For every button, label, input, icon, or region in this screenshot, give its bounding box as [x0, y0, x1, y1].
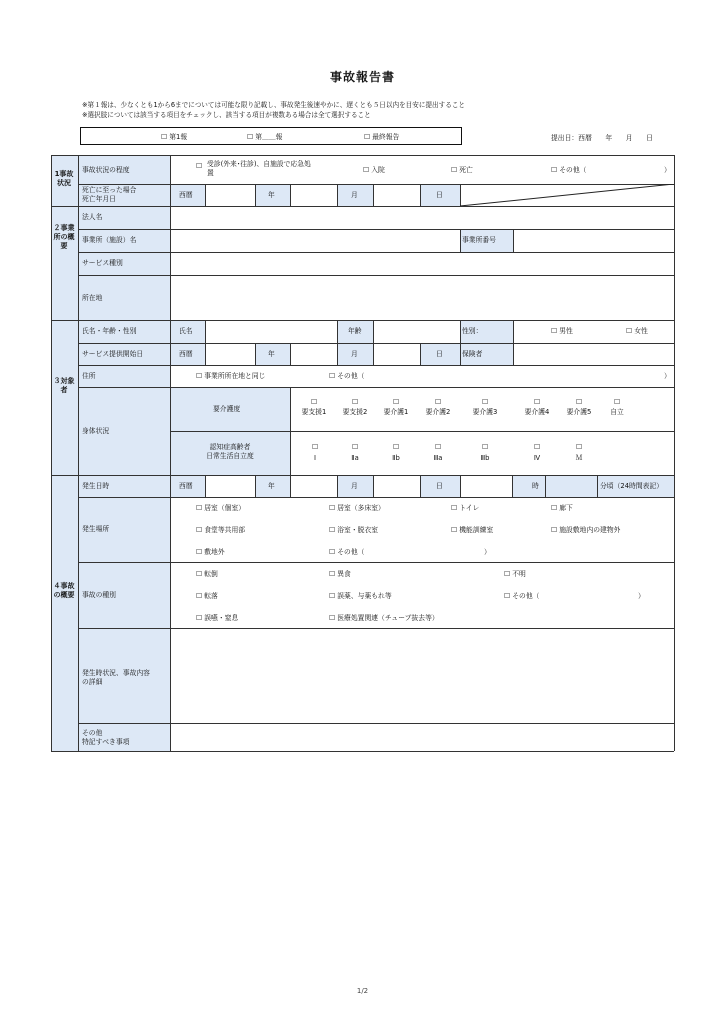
dementia-checkbox-1[interactable]: ☐ [311, 443, 319, 451]
report-first-checkbox[interactable]: ☐ 第1報 [161, 133, 188, 141]
dementia-checkbox-7[interactable]: ☐ [575, 443, 583, 451]
type-aspiration[interactable]: ☐ 誤嚥・窒息 [196, 614, 239, 622]
start-era-label: 西暦 [179, 350, 193, 358]
occurrence-minute-label: 分頃（24時間表記） [600, 482, 664, 490]
residence-other-checkbox[interactable]: ☐ その他（ [329, 372, 365, 380]
service-type-label: サービス種別 [82, 259, 123, 267]
physical-condition-label: 身体状況 [82, 427, 110, 435]
document-title: 事故報告書 [329, 70, 395, 84]
not-applicable-diagonal [460, 184, 674, 206]
residence-same-checkbox[interactable]: ☐ 事業所所在地と同じ [196, 372, 266, 380]
other-notes-label-1: その他 [82, 729, 103, 737]
death-date-label-1: 死亡に至った場合 [82, 186, 137, 194]
location-bathroom[interactable]: ☐ 浴室・脱衣室 [329, 526, 379, 534]
dementia-option-4: Ⅲa [433, 454, 443, 462]
type-other-close: ） [638, 592, 645, 600]
care-option-1: 要支援1 [301, 408, 327, 416]
sex-female-checkbox[interactable]: ☐ 女性 [626, 327, 648, 335]
person-name-label: 氏名 [179, 327, 193, 335]
type-ingestion[interactable]: ☐ 異食 [329, 570, 351, 578]
age-label: 年齢 [348, 327, 362, 335]
severity-hospital-text-2: 置 [207, 169, 214, 177]
type-other[interactable]: ☐ その他（ [504, 592, 540, 600]
dementia-option-3: Ⅱb [392, 454, 400, 462]
occurrence-hour-label: 時 [532, 482, 539, 490]
name-age-sex-label: 氏名・年齢・性別 [82, 327, 137, 335]
details-label-1: 発生時状況、事故内容 [82, 669, 150, 677]
type-fall-from-height[interactable]: ☐ 転落 [196, 592, 218, 600]
dementia-checkbox-3[interactable]: ☐ [392, 443, 400, 451]
type-medical-procedure[interactable]: ☐ 医療処置関連（チューブ抜去等） [329, 614, 439, 622]
type-medication-error[interactable]: ☐ 誤薬、与薬もれ等 [329, 592, 392, 600]
severity-death-checkbox[interactable]: ☐ 死亡 [451, 166, 473, 174]
accident-type-label: 事故の種別 [82, 591, 116, 599]
start-day-label: 日 [436, 350, 443, 358]
dementia-checkbox-5[interactable]: ☐ [481, 443, 489, 451]
person-name-field[interactable] [206, 321, 337, 343]
section3-label: ３対象者 [53, 377, 75, 394]
severity-admission-checkbox[interactable]: ☐ 入院 [363, 166, 385, 174]
location-shared-room[interactable]: ☐ 居室（多床室） [329, 504, 385, 512]
care-option-2: 要支援2 [342, 408, 368, 416]
location-other[interactable]: ☐ その他（ [329, 548, 365, 556]
care-checkbox-8[interactable]: ☐ [613, 398, 621, 406]
start-month-label: 月 [351, 350, 358, 358]
service-type-field[interactable] [171, 253, 674, 275]
submission-date[interactable]: 提出日：西暦 年 月 日 [551, 134, 653, 142]
location-outside-building[interactable]: ☐ 施設敷地内の建物外 [551, 526, 621, 534]
care-checkbox-7[interactable]: ☐ [575, 398, 583, 406]
dementia-checkbox-4[interactable]: ☐ [434, 443, 442, 451]
corp-name-label: 法人名 [82, 213, 103, 221]
type-fall[interactable]: ☐ 転倒 [196, 570, 218, 578]
care-level-label: 要介護度 [213, 405, 241, 413]
death-date-label-2: 死亡年月日 [82, 195, 116, 203]
office-name-field[interactable] [171, 230, 460, 252]
death-month-label: 月 [351, 191, 358, 199]
residence-other-close: ） [664, 372, 671, 380]
service-start-label: サービス提供開始日 [82, 350, 144, 358]
page-number: 1/2 [356, 987, 369, 995]
dementia-option-2: Ⅱa [351, 454, 359, 462]
other-notes-label-2: 特記すべき事項 [82, 738, 130, 746]
occurrence-day-label: 日 [436, 482, 443, 490]
care-option-8: 自立 [610, 408, 624, 416]
dementia-option-7: Ｍ [575, 454, 583, 462]
dementia-option-6: Ⅳ [533, 454, 541, 462]
care-checkbox-4[interactable]: ☐ [434, 398, 442, 406]
location-label: 発生場所 [82, 525, 110, 533]
office-name-label: 事業所（施設）名 [82, 236, 137, 244]
corp-name-field[interactable] [171, 207, 674, 229]
note-first-report: ※第１報は、少なくとも1から6までについては可能な限り記載し、事故発生後速やかに、遅くとも５日以内を目安に提出すること [82, 101, 466, 109]
dementia-label-1: 認知症高齢者 [209, 443, 251, 451]
care-checkbox-5[interactable]: ☐ [481, 398, 489, 406]
other-notes-field[interactable] [171, 724, 674, 751]
occurrence-datetime-label: 発生日時 [82, 482, 110, 490]
care-option-6: 要介護4 [524, 408, 550, 416]
care-option-5: 要介護3 [472, 408, 498, 416]
office-number-field[interactable] [514, 230, 674, 252]
age-field[interactable] [374, 321, 460, 343]
location-private-room[interactable]: ☐ 居室（個室） [196, 504, 246, 512]
severity-label: 事故状況の程度 [82, 166, 130, 174]
occurrence-year-label: 年 [268, 482, 275, 490]
care-checkbox-2[interactable]: ☐ [351, 398, 359, 406]
section2-label: ２事業所の概要 [53, 224, 75, 250]
report-final-checkbox[interactable]: ☐ 最終報告 [364, 133, 400, 141]
dementia-option-5: Ⅲb [480, 454, 490, 462]
death-era-label: 西暦 [179, 191, 193, 199]
care-checkbox-1[interactable]: ☐ [310, 398, 318, 406]
address-label: 所在地 [82, 294, 103, 302]
report-nth-checkbox[interactable]: ☐ 第＿＿報 [247, 133, 283, 141]
insurer-field[interactable] [514, 344, 674, 365]
location-training-room[interactable]: ☐ 機能訓練室 [451, 526, 494, 534]
severity-hospital-text-1: 受診(外来･往診)、自施設で応急処 [207, 160, 311, 168]
note-options: ※選択肢については該当する項目をチェックし、該当する項目が複数ある場合は全て選択すること [82, 111, 371, 119]
care-option-7: 要介護5 [566, 408, 592, 416]
dementia-checkbox-2[interactable]: ☐ [351, 443, 359, 451]
severity-hospital-checkbox[interactable]: ☐ [196, 162, 203, 170]
location-corridor[interactable]: ☐ 廊下 [551, 504, 573, 512]
type-unknown[interactable]: ☐ 不明 [504, 570, 526, 578]
care-checkbox-6[interactable]: ☐ [533, 398, 541, 406]
residence-label: 住所 [82, 372, 96, 380]
section1-label: 1事故状況 [54, 170, 74, 187]
location-other-close: ） [484, 548, 491, 556]
dementia-checkbox-6[interactable]: ☐ [533, 443, 541, 451]
occurrence-month-label: 月 [351, 482, 358, 490]
location-off-premises[interactable]: ☐ 敷地外 [196, 548, 225, 556]
dementia-label-2: 日常生活自立度 [206, 452, 254, 460]
location-toilet[interactable]: ☐ トイレ [451, 504, 480, 512]
insurer-label: 保険者 [462, 350, 483, 358]
severity-other-close: ） [664, 166, 671, 174]
sex-male-checkbox[interactable]: ☐ 男性 [551, 327, 573, 335]
details-label-2: の詳細 [82, 678, 103, 686]
office-number-label: 事業所番号 [462, 236, 496, 244]
sex-label: 性別： [462, 327, 483, 335]
address-field[interactable] [171, 276, 674, 320]
care-option-4: 要介護2 [425, 408, 451, 416]
death-day-label: 日 [436, 191, 443, 199]
occurrence-era-label: 西暦 [179, 482, 193, 490]
death-year-label: 年 [268, 191, 275, 199]
severity-other-checkbox[interactable]: ☐ その他（ [551, 166, 587, 174]
location-dining[interactable]: ☐ 食堂等共用部 [196, 526, 246, 534]
details-field[interactable] [171, 629, 674, 723]
dementia-option-1: Ⅰ [313, 454, 316, 462]
care-checkbox-3[interactable]: ☐ [392, 398, 400, 406]
start-year-label: 年 [268, 350, 275, 358]
care-option-3: 要介護1 [383, 408, 409, 416]
section4-label: ４事故の概要 [53, 582, 75, 599]
